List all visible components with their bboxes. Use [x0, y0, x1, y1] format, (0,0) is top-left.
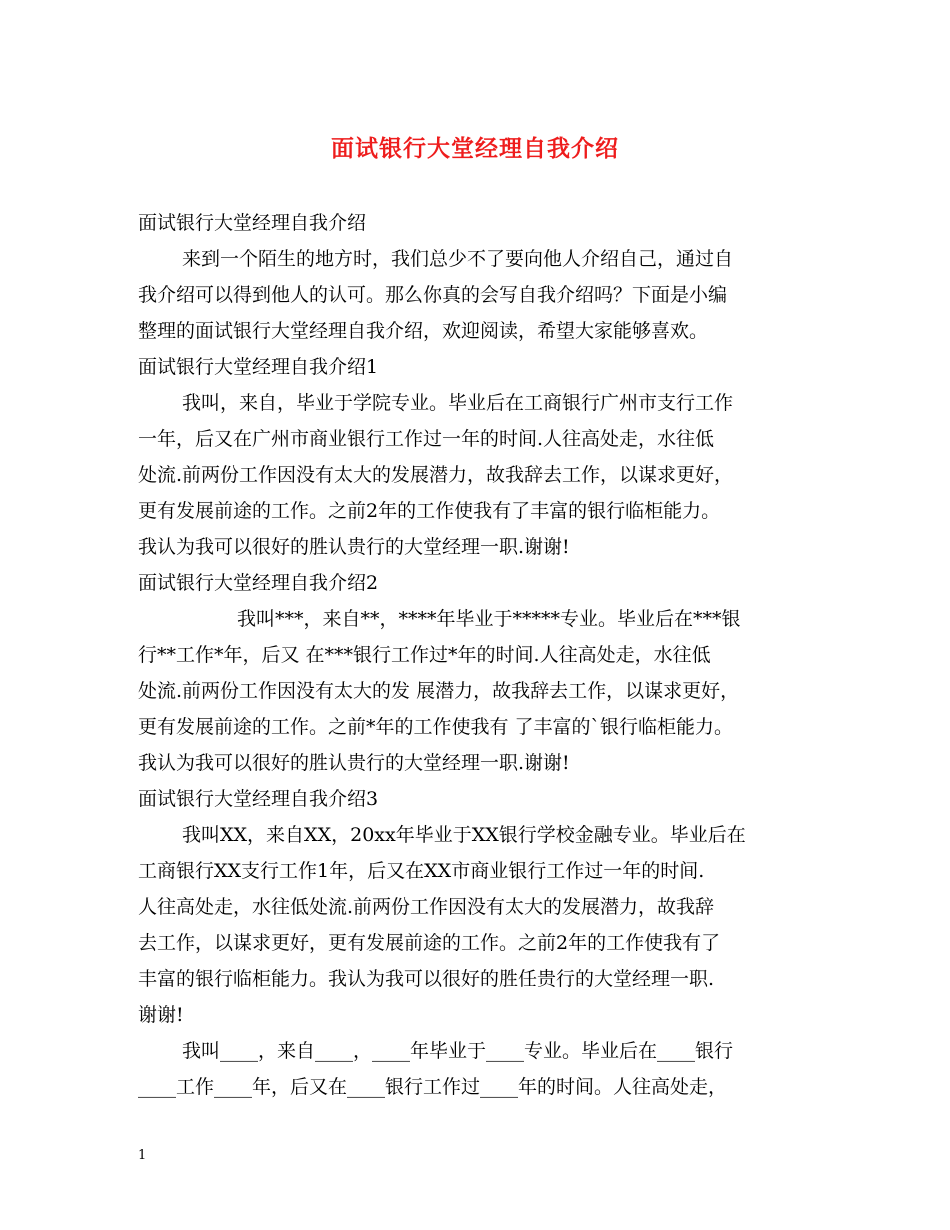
paragraph-line: 更有发展前途的工作。之前*年的工作使我有 了丰富的`银行临柜能力。 [138, 716, 734, 738]
paragraph-line: 处流.前两份工作因没有太大的发展潜力，故我辞去工作，以谋求更好， [138, 464, 734, 486]
paragraph-line: 行**工作*年，后又 在***银行工作过*年的时间.人往高处走，水往低 [138, 644, 711, 666]
document-title: 面试银行大堂经理自我介绍 [331, 135, 619, 162]
paragraph-line: 来到一个陌生的地方时，我们总少不了要向他人介绍自己，通过自 [182, 248, 734, 270]
paragraph-line: 我介绍可以得到他人的认可。那么你真的会写自我介绍吗？下面是小编 [138, 284, 728, 306]
paragraph-line: 人往高处走，水往低处流.前两份工作因没有太大的发展潜力，故我辞 [138, 896, 715, 918]
paragraph-line: 去工作，以谋求更好，更有发展前途的工作。之前2年的工作使我有了 [138, 932, 721, 954]
paragraph-line: 我叫____，来自____，____年毕业于____专业。毕业后在____银行 [182, 1040, 734, 1062]
document-body [138, 205, 814, 1105]
paragraph-line: 我叫XX，来自XX，20xx年毕业于XX银行学校金融专业。毕业后在 [182, 824, 746, 846]
paragraph-line: 一年，后又在广州市商业银行工作过一年的时间.人往高处走，水往低 [138, 428, 715, 450]
section-heading: 面试银行大堂经理自我介绍2 [138, 572, 379, 594]
paragraph-line: 丰富的银行临柜能力。我认为我可以很好的胜任贵行的大堂经理一职. [138, 968, 715, 990]
paragraph-line: 我认为我可以很好的胜认贵行的大堂经理一职.谢谢! [138, 536, 570, 558]
paragraph-line: 处流.前两份工作因没有太大的发 展潜力，故我辞去工作，以谋求更好， [138, 680, 740, 702]
section-heading: 面试银行大堂经理自我介绍3 [138, 788, 379, 810]
section-heading: 面试银行大堂经理自我介绍 [138, 212, 367, 234]
paragraph-line: ____工作____年，后又在____银行工作过____年的时间。人往高处走， [138, 1076, 728, 1098]
paragraph-line: 整理的面试银行大堂经理自我介绍，欢迎阅读，希望大家能够喜欢。 [138, 320, 709, 342]
paragraph-line: 工商银行XX支行工作1年，后又在XX市商业银行工作过一年的时间. [138, 860, 705, 882]
section-heading: 面试银行大堂经理自我介绍1 [138, 356, 379, 378]
paragraph-line: 我叫，来自，毕业于学院专业。毕业后在工商银行广州市支行工作 [182, 392, 734, 414]
paragraph-line: 我认为我可以很好的胜认贵行的大堂经理一职.谢谢! [138, 752, 570, 774]
paragraph-line: 我叫***，来自**，****年毕业于*****专业。毕业后在***银 [237, 608, 741, 630]
page-number: 1 [138, 1148, 147, 1163]
paragraph-line: 谢谢! [138, 1004, 184, 1026]
paragraph-line: 更有发展前途的工作。之前2年的工作使我有了丰富的银行临柜能力。 [138, 500, 721, 522]
